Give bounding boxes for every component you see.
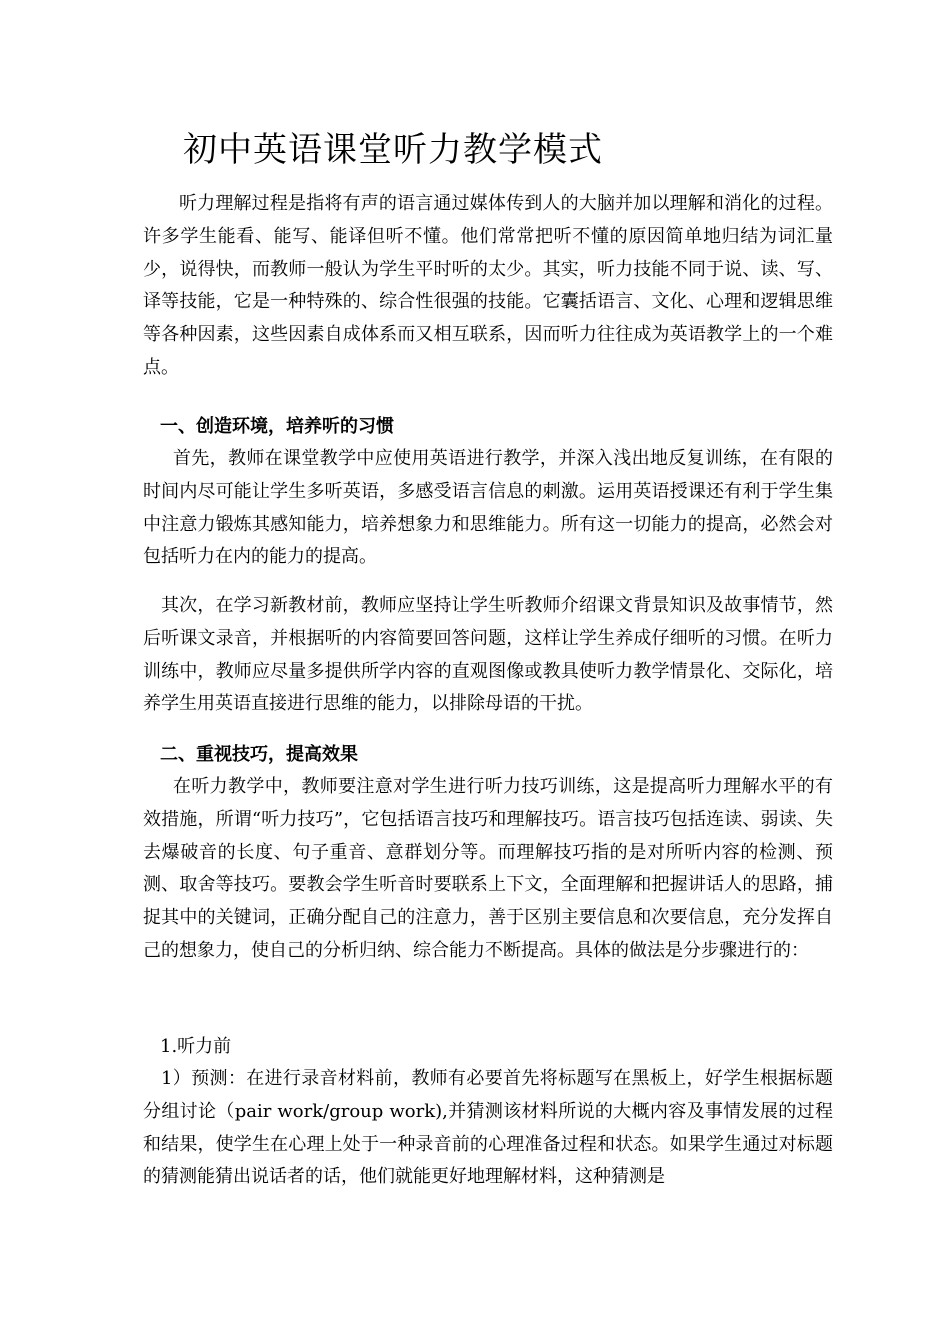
section2-paragraph-2: 1）预测：在进行录音材料前，教师有必要首先将标题写在黑板上，好学生根据标题分组讨论（pair work/group work),并猜测该材料所说的大概内容及事情发展的过程和结果，使学生在心理上处于一种录音前的心理准备过程和状态。如果学生通过对标题的猜测能猜出说话者的话，他们就能更好地理解材料，这种猜测是 (143, 1068, 833, 1188)
section1-paragraph-1: 首先，教师在课堂教学中应使用英语进行教学，并深入浅出地反复训练，在有限的时间内尽可能让学生多听英语，多感受语言信息的刺激。运用英语授课还有利于学生集中注意力锻炼其感知能力，培养想象力和思维能力。所有这一切能力的提高，必然会对包括听力在内的能力的提高。 (143, 448, 833, 568)
intro-paragraph: 听力理解过程是指将有声的语言通过媒体传到人的大脑并加以理解和消化的过程。许多学生能看、能写、能译但听不懂。他们常常把听不懂的原因简单地归结为词汇量少，说得快，而教师一般认为学生平时听的太少。其实，听力技能不同于说、读、写、译等技能，它是一种特殊的、综合性很强的技能。它囊括语言、文化、心理和逻辑思维等各种因素，这些因素自成体系而又相互联系，因而听力往往成为英语教学上的一个难点。 (143, 193, 833, 378)
document-title: 初中英语课堂听力教学模式 (183, 130, 603, 170)
section2-subheading: 1.听力前 (160, 1036, 232, 1057)
section1-heading: 一、创造环境，培养听的习惯 (160, 416, 394, 437)
section2-heading: 二、重视技巧，提高效果 (160, 744, 358, 765)
section1-paragraph-2: 其次，在学习新教材前，教师应坚持让学生听教师介绍课文背景知识及故事情节，然后听课文录音，并根据听的内容简要回答问题，这样让学生养成仔细听的习惯。在听力训练中，教师应尽量多提供所学内容的直观图像或教具使听力教学情景化、交际化，培养学生用英语直接进行思维的能力，以排除母语的干扰。 (143, 595, 833, 715)
section2-paragraph-1: 在听力教学中，教师要注意对学生进行听力技巧训练，这是提高听力理解水平的有效措施，所谓“听力技巧”，它包括语言技巧和理解技巧。语言技巧包括连读、弱读、失去爆破音的长度、句子重音、意群划分等。而理解技巧指的是对所听内容的检测、预测、取舍等技巧。要教会学生听音时要联系上下文，全面理解和把握讲话人的思路，捕捉其中的关键词，正确分配自己的注意力，善于区别主要信息和次要信息，充分发挥自己的想象力，使自己的分析归纳、综合能力不断提高。具体的做法是分步骤进行的： (143, 776, 833, 961)
